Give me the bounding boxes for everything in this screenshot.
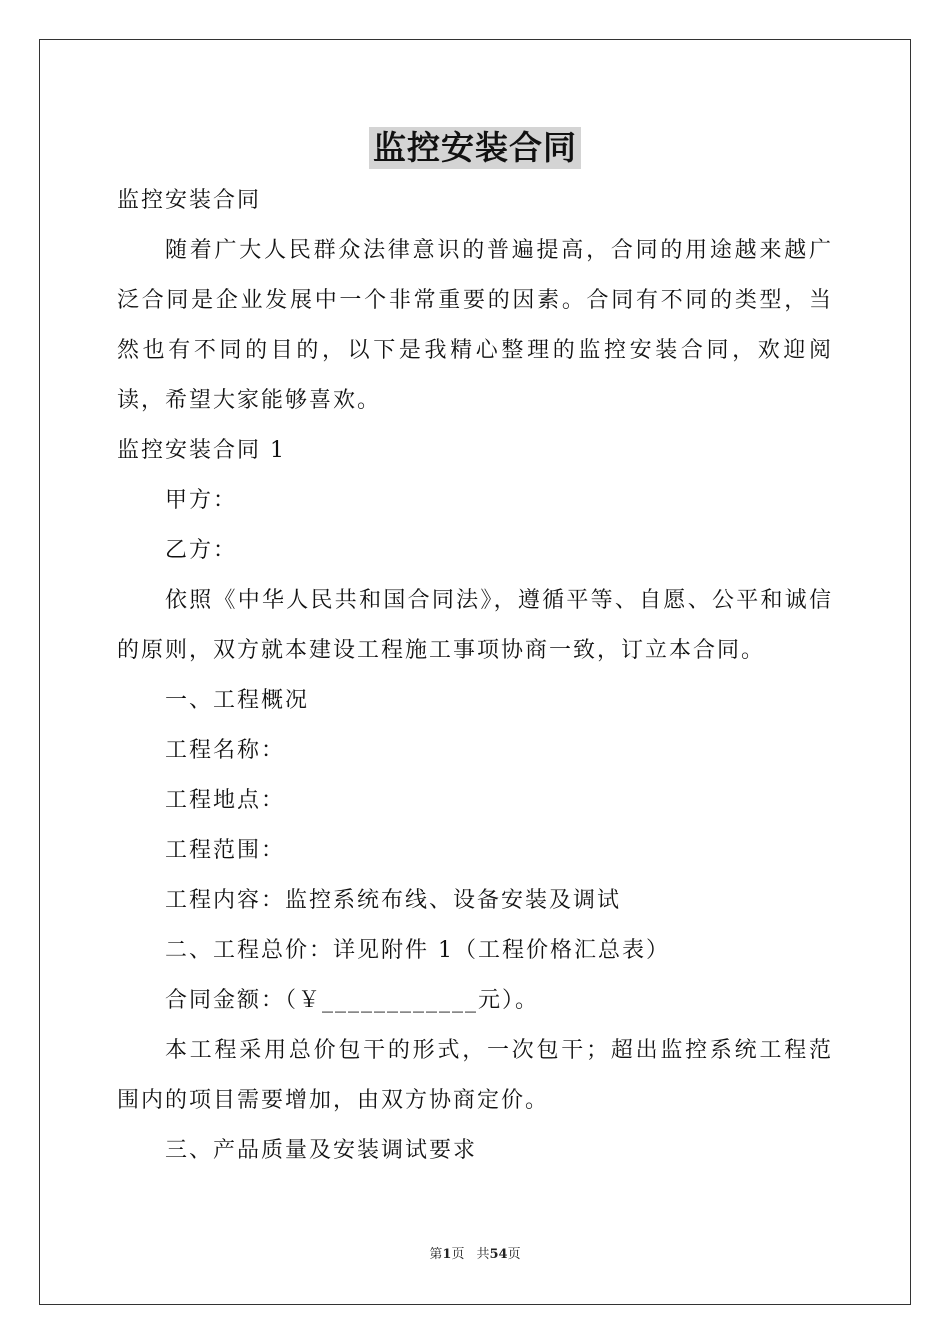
document-title: 监控安装合同	[369, 127, 581, 169]
paragraph: 一、工程概况	[165, 688, 310, 713]
paragraph: 依照《中华人民共和国合同法》，遵循平等、自愿、公平和诚信的原则，双方就本建设工程施工事项协商一致，订立本合同。	[117, 588, 833, 663]
paragraph: 监控安装合同	[117, 188, 262, 213]
page-footer	[0, 1246, 950, 1264]
total-prefix: 共	[476, 1247, 490, 1262]
page-number: 1	[442, 1247, 452, 1262]
document-title-wrapper	[0, 127, 950, 169]
paragraph: 工程地点：	[165, 788, 286, 813]
page-prefix: 第	[429, 1247, 443, 1262]
paragraph: 随着广大人民群众法律意识的普遍提高，合同的用途越来越广泛合同是企业发展中一个非常重要的因素。合同有不同的类型，当然也有不同的目的，以下是我精心整理的监控安装合同，欢迎阅读，希望大家能够喜欢。	[117, 238, 833, 413]
paragraph: 二、工程总价：详见附件 1（工程价格汇总表）	[165, 938, 670, 963]
paragraph: 工程名称：	[165, 738, 286, 763]
total-suffix: 页	[507, 1247, 521, 1262]
page-suffix: 页	[451, 1247, 465, 1262]
document-body	[117, 176, 833, 1176]
paragraph: 监控安装合同 1	[117, 438, 286, 463]
paragraph: 乙方：	[165, 538, 238, 563]
total-pages: 54	[489, 1247, 508, 1262]
paragraph: 本工程采用总价包干的形式，一次包干；超出监控系统工程范围内的项目需要增加，由双方协商定价。	[117, 1038, 833, 1113]
paragraph: 甲方：	[165, 488, 238, 513]
paragraph: 工程内容：监控系统布线、设备安装及调试	[165, 888, 622, 913]
paragraph: 工程范围：	[165, 838, 286, 863]
paragraph: 合同金额：（￥____________元）。	[165, 988, 540, 1013]
paragraph: 三、产品质量及安装调试要求	[165, 1138, 478, 1163]
